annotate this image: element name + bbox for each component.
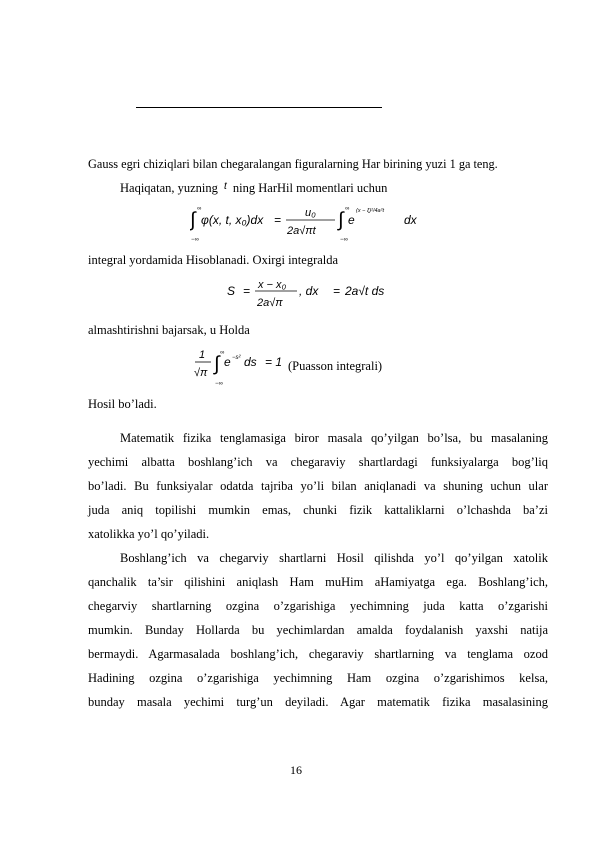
f1-lower-limit: −∞ <box>191 237 199 243</box>
p1-line-5: xatolikka yo’l qo’yiladi. <box>88 527 210 541</box>
poisson-label: (Puasson integrali) <box>288 359 383 373</box>
f2-denominator: 2a√π <box>257 297 283 309</box>
f3-exponent: −s² <box>232 355 241 361</box>
p1-line-4: juda aniq topilishi mumkin emas, chunki fizik kattaliklarni o’lchashda ba’zi <box>88 503 548 517</box>
p1-line-1: Matematik fizika tenglamasiga biror masala qo’yilgan bo’lsa, bu masalaning <box>120 431 548 445</box>
p2-line-4: mumkin. Bunday Hollarda bu yechimlardan amalda foydalanish yaxshi natija <box>88 623 548 637</box>
f2-numerator: x − x₀ <box>258 279 287 291</box>
haqiqatan-post: ning HarHil momentlari uchun <box>232 181 388 195</box>
f1-lhs: φ(x, t, x₀)dx <box>201 213 264 227</box>
f1-upper-limit-2: ∞ <box>345 206 350 212</box>
f1-denominator: 2a√πt <box>287 225 316 237</box>
f3-upper-limit: ∞ <box>220 350 225 356</box>
f1-integral-sign: ∫ <box>190 209 196 231</box>
f2-middle: , dx <box>299 284 319 298</box>
haqiqatan-pre: Haqiqatan, yuzning <box>120 181 218 195</box>
f3-integral-sign: ∫ <box>214 353 220 375</box>
gauss-line: Gauss egri chiziqlari bilan chegaralangan figuralarning Har birining yuzi 1 ga teng. <box>88 157 498 171</box>
f1-exponent: (x − ξ)²/4a²t <box>356 208 384 214</box>
f1-upper-limit: ∞ <box>197 206 202 212</box>
f1-e: e <box>348 213 355 227</box>
f2-S: S <box>227 284 236 298</box>
top-divider <box>136 107 382 108</box>
page-number: 16 <box>290 763 302 777</box>
p2-line-7: bunday masala yechimi turg’un deyiladi. Agar matematik fizika masalasining <box>88 695 548 709</box>
p1-line-2: yechimi albatta boshlang’ich va chegaraviy shartlardagi funksiyalarga bog’liq <box>88 455 548 469</box>
f1-dx: dx <box>404 213 417 227</box>
p2-line-1: Boshlang’ich va chegarviy shartlarni Hosil qilishda yo’l qo’yilgan xatolik <box>120 551 548 565</box>
f1-integral-sign-2: ∫ <box>338 209 344 231</box>
f2-equals: = <box>243 284 251 298</box>
almash-line: almashtirishni bajarsak, u Holda <box>88 323 250 337</box>
integral-line: integral yordamida Hisoblanadi. Oxirgi integralda <box>88 253 339 267</box>
f1-numerator: u₀ <box>305 207 316 219</box>
f2-equals-2: = <box>333 284 341 298</box>
f2-rhs: 2a√t ds <box>345 284 385 298</box>
formula-poisson-integral <box>193 343 293 387</box>
p2-line-3: chegarviy shartlarning ozgina o’zgarishiga yechimning juda katta o’zgarishi <box>88 599 548 613</box>
f1-equals: = <box>274 213 282 227</box>
f1-lower-limit-2: −∞ <box>340 237 348 243</box>
formula-substitution <box>225 276 405 314</box>
f3-ds: ds <box>244 355 257 369</box>
p1-line-3: bo’ladi. Bu funksiyalar odatda tajriba yo’li bilan aniqlanadi va shuning uchun ular <box>88 479 548 493</box>
f3-denominator: √π <box>194 367 208 379</box>
p2-line-5: bermaydi. Agarmasalada boshlang’ich, chegaraviy shartlarning va tenglama ozod <box>88 647 548 661</box>
f3-numerator: 1 <box>199 349 206 361</box>
p2-line-6: Hadining ozgina o’zgarishiga yechimning Ham ozgina o’zgarishimos kelsa, <box>88 671 548 685</box>
f3-rhs: = 1 <box>265 355 283 369</box>
formula-moment-integral <box>190 200 440 246</box>
f3-lower-limit: −∞ <box>215 381 223 387</box>
p2-line-2: qanchalik ta’sir qilishini aniqlash Ham muHim aHamiyatga ega. Boshlang’ich, <box>88 575 548 589</box>
f3-e: e <box>224 355 231 369</box>
haqiqatan-line <box>120 180 387 195</box>
hosil-line: Hosil bo’ladi. <box>88 397 157 411</box>
t-symbol: t <box>224 181 227 192</box>
